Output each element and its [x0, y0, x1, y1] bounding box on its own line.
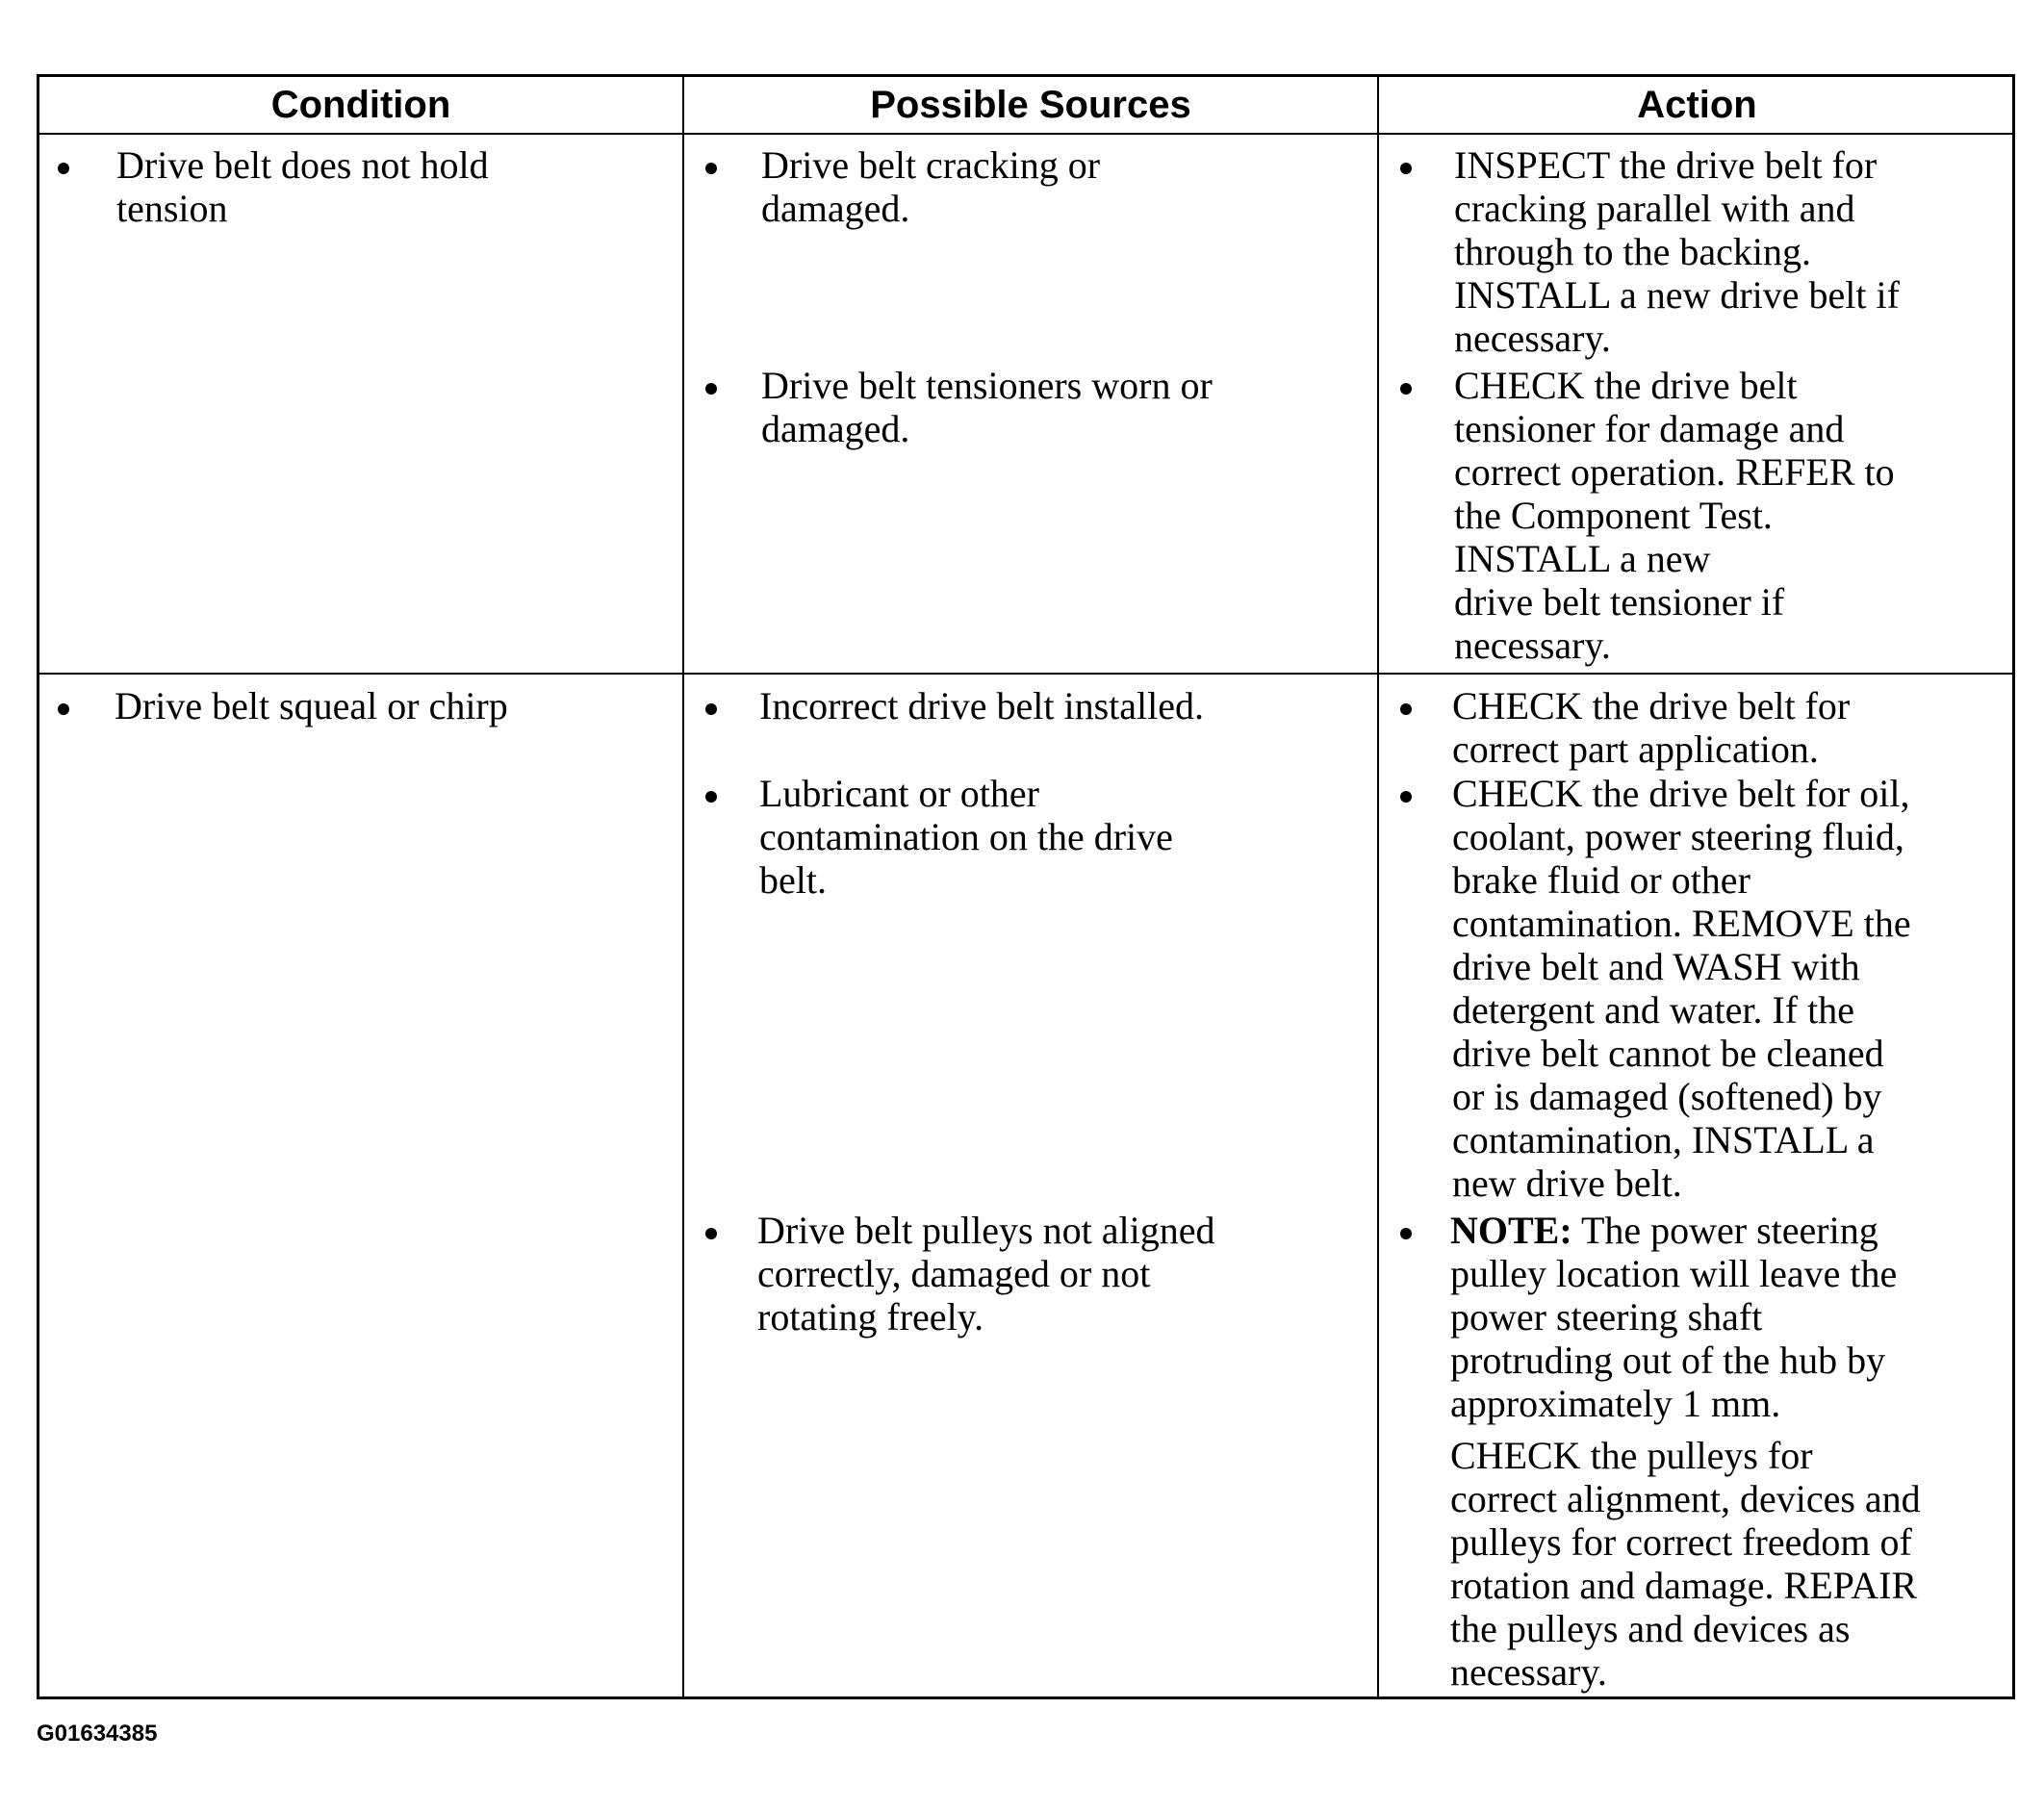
condition-text: Drive belt squeal or chirp [115, 684, 508, 727]
bullet-icon [705, 703, 717, 715]
bullet-icon [1400, 163, 1412, 174]
figure-id: G01634385 [37, 1721, 158, 1747]
action-text: CHECK the drive belt tensioner for damage and correct operation. REFER to the Component Test. INSTALL a new drive belt tensioner if necessary. [1454, 364, 1895, 667]
header-condition: Condition [270, 84, 451, 126]
source-text: Drive belt pulleys not aligned correctly, damaged or not rotating freely. [757, 1209, 1215, 1339]
source-text: Incorrect drive belt installed. [759, 684, 1205, 727]
bullet-icon [1400, 1228, 1412, 1239]
bullet-icon [705, 791, 717, 803]
bullet-icon [1400, 791, 1412, 803]
source-text: Lubricant or other contamination on the drive belt. [759, 772, 1173, 902]
note-label: NOTE: [1450, 1209, 1572, 1252]
bullet-icon [705, 383, 717, 395]
condition-text: Drive belt does not hold tension [116, 143, 489, 230]
action-text: CHECK the drive belt for correct part application. [1452, 684, 1851, 771]
bullet-icon [705, 163, 717, 174]
bullet-icon [1400, 383, 1412, 395]
action-text: INSPECT the drive belt for cracking parallel with and through to the backing. INSTALL a new drive belt if necessary. [1454, 143, 1900, 360]
bullet-icon [705, 1228, 717, 1239]
action-text: CHECK the pulleys for correct alignment, devices and pulleys for correct freedom of rotation and damage. REPAIR the pulleys and devices as necessary. [1450, 1434, 1921, 1694]
bullet-icon [58, 163, 69, 174]
row-divider [39, 673, 2012, 675]
source-text: Drive belt cracking or damaged. [761, 143, 1101, 230]
source-text: Drive belt tensioners worn or damaged. [761, 364, 1213, 450]
header-action: Action [1637, 84, 1757, 126]
column-divider-2 [1377, 77, 1379, 1696]
bullet-icon [58, 703, 69, 715]
note-text: The power steering pulley location will leave the power steering shaft protruding out of the hub by approximately 1 mm. [1450, 1209, 1898, 1425]
bullet-icon [1400, 703, 1412, 715]
note-block [1450, 1209, 1897, 1425]
header-divider [39, 133, 2012, 135]
column-divider-1 [682, 77, 684, 1696]
diagnosis-table [37, 74, 2015, 1699]
header-possible-sources: Possible Sources [870, 84, 1191, 126]
action-text: CHECK the drive belt for oil, coolant, power steering fluid, brake fluid or other contamination. REMOVE the drive belt and WASH with detergent and water. If the drive belt cannot be cleaned or is damaged (softened) by contamination, INSTALL a new drive belt. [1452, 772, 1911, 1205]
